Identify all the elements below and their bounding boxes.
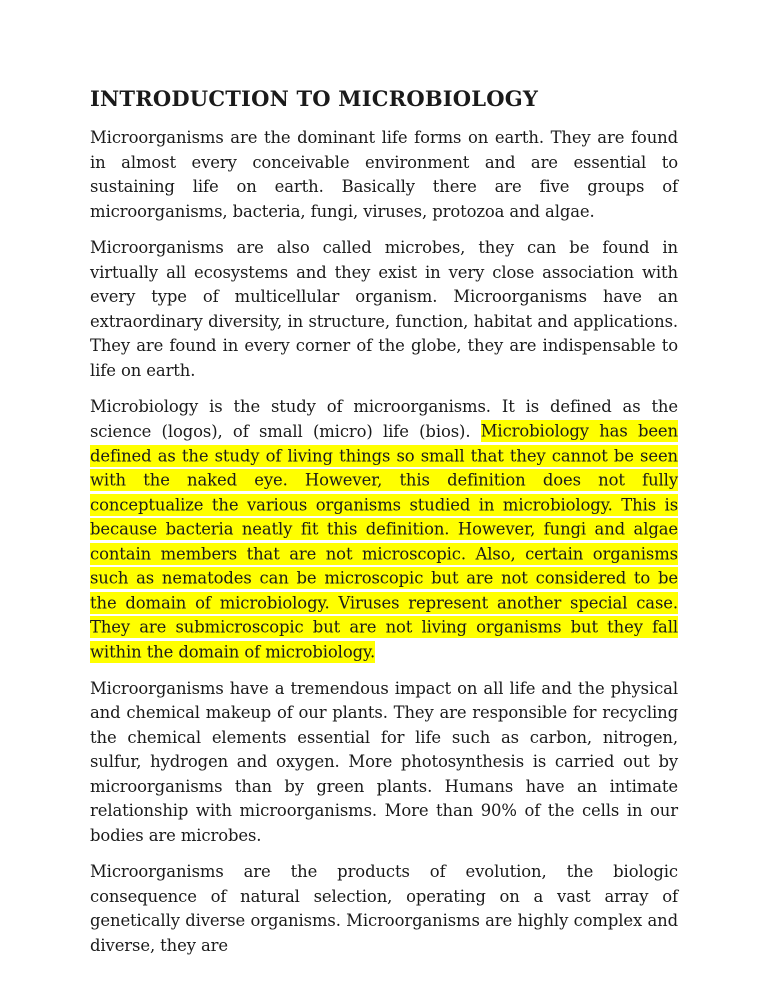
paragraph-definition (90, 395, 678, 665)
paragraph-intro (90, 126, 678, 224)
paragraph-impact (90, 677, 678, 849)
document-heading: INTRODUCTION TO MICROBIOLOGY (90, 86, 539, 111)
paragraph-text: Microbiology is the study of microorganisms. It is defined as the science (logos), of small (micro) life (bios). (90, 397, 678, 441)
paragraph-microbes (90, 236, 678, 383)
paragraph-evolution (90, 860, 678, 958)
paragraph-text: Microorganisms have a tremendous impact on all life and the physical and chemical makeup of our plants. They are responsible for recycling the chemical elements essential for life such as carbon, nitrogen, sulfur, hydrogen and oxygen. More photosynthesis is carried out by microorganisms than by green plants. Humans have an intimate relationship with microorganisms. More than 90% of the cells in our bodies are microbes. (90, 678, 678, 845)
paragraph-text: Microorganisms are the products of evolution, the biologic consequence of natural selection, operating on a vast array of genetically diverse organisms. Microorganisms are highly complex and diverse, they are (90, 862, 678, 955)
paragraph-text: Microorganisms are also called microbes, they can be found in virtually all ecosystems and they exist in very close association with every type of multicellular organism. Microorganisms have an extraordinary diversity, in structure, function, habitat and applications. They are found in every corner of the globe, they are indispensable to life on earth. (90, 238, 678, 380)
highlighted-text: Microbiology has been defined as the study of living things so small that they cannot be seen with the naked eye. However, this definition does not fully conceptualize the various organisms studied in microbiology. This is because bacteria neatly fit this definition. However, fungi and algae contain members that are not microscopic. Also, certain organisms such as nematodes can be microscopic but are not considered to be the domain of microbiology. Viruses represent another special case. They are submicroscopic but are not living organisms but they fall within the domain of microbiology. (90, 421, 678, 661)
paragraph-text: Microorganisms are the dominant life forms on earth. They are found in almost every conceivable environment and are essential to sustaining life on earth. Basically there are five groups of microorganisms, bacteria, fungi, viruses, protozoa and algae. (90, 128, 678, 221)
